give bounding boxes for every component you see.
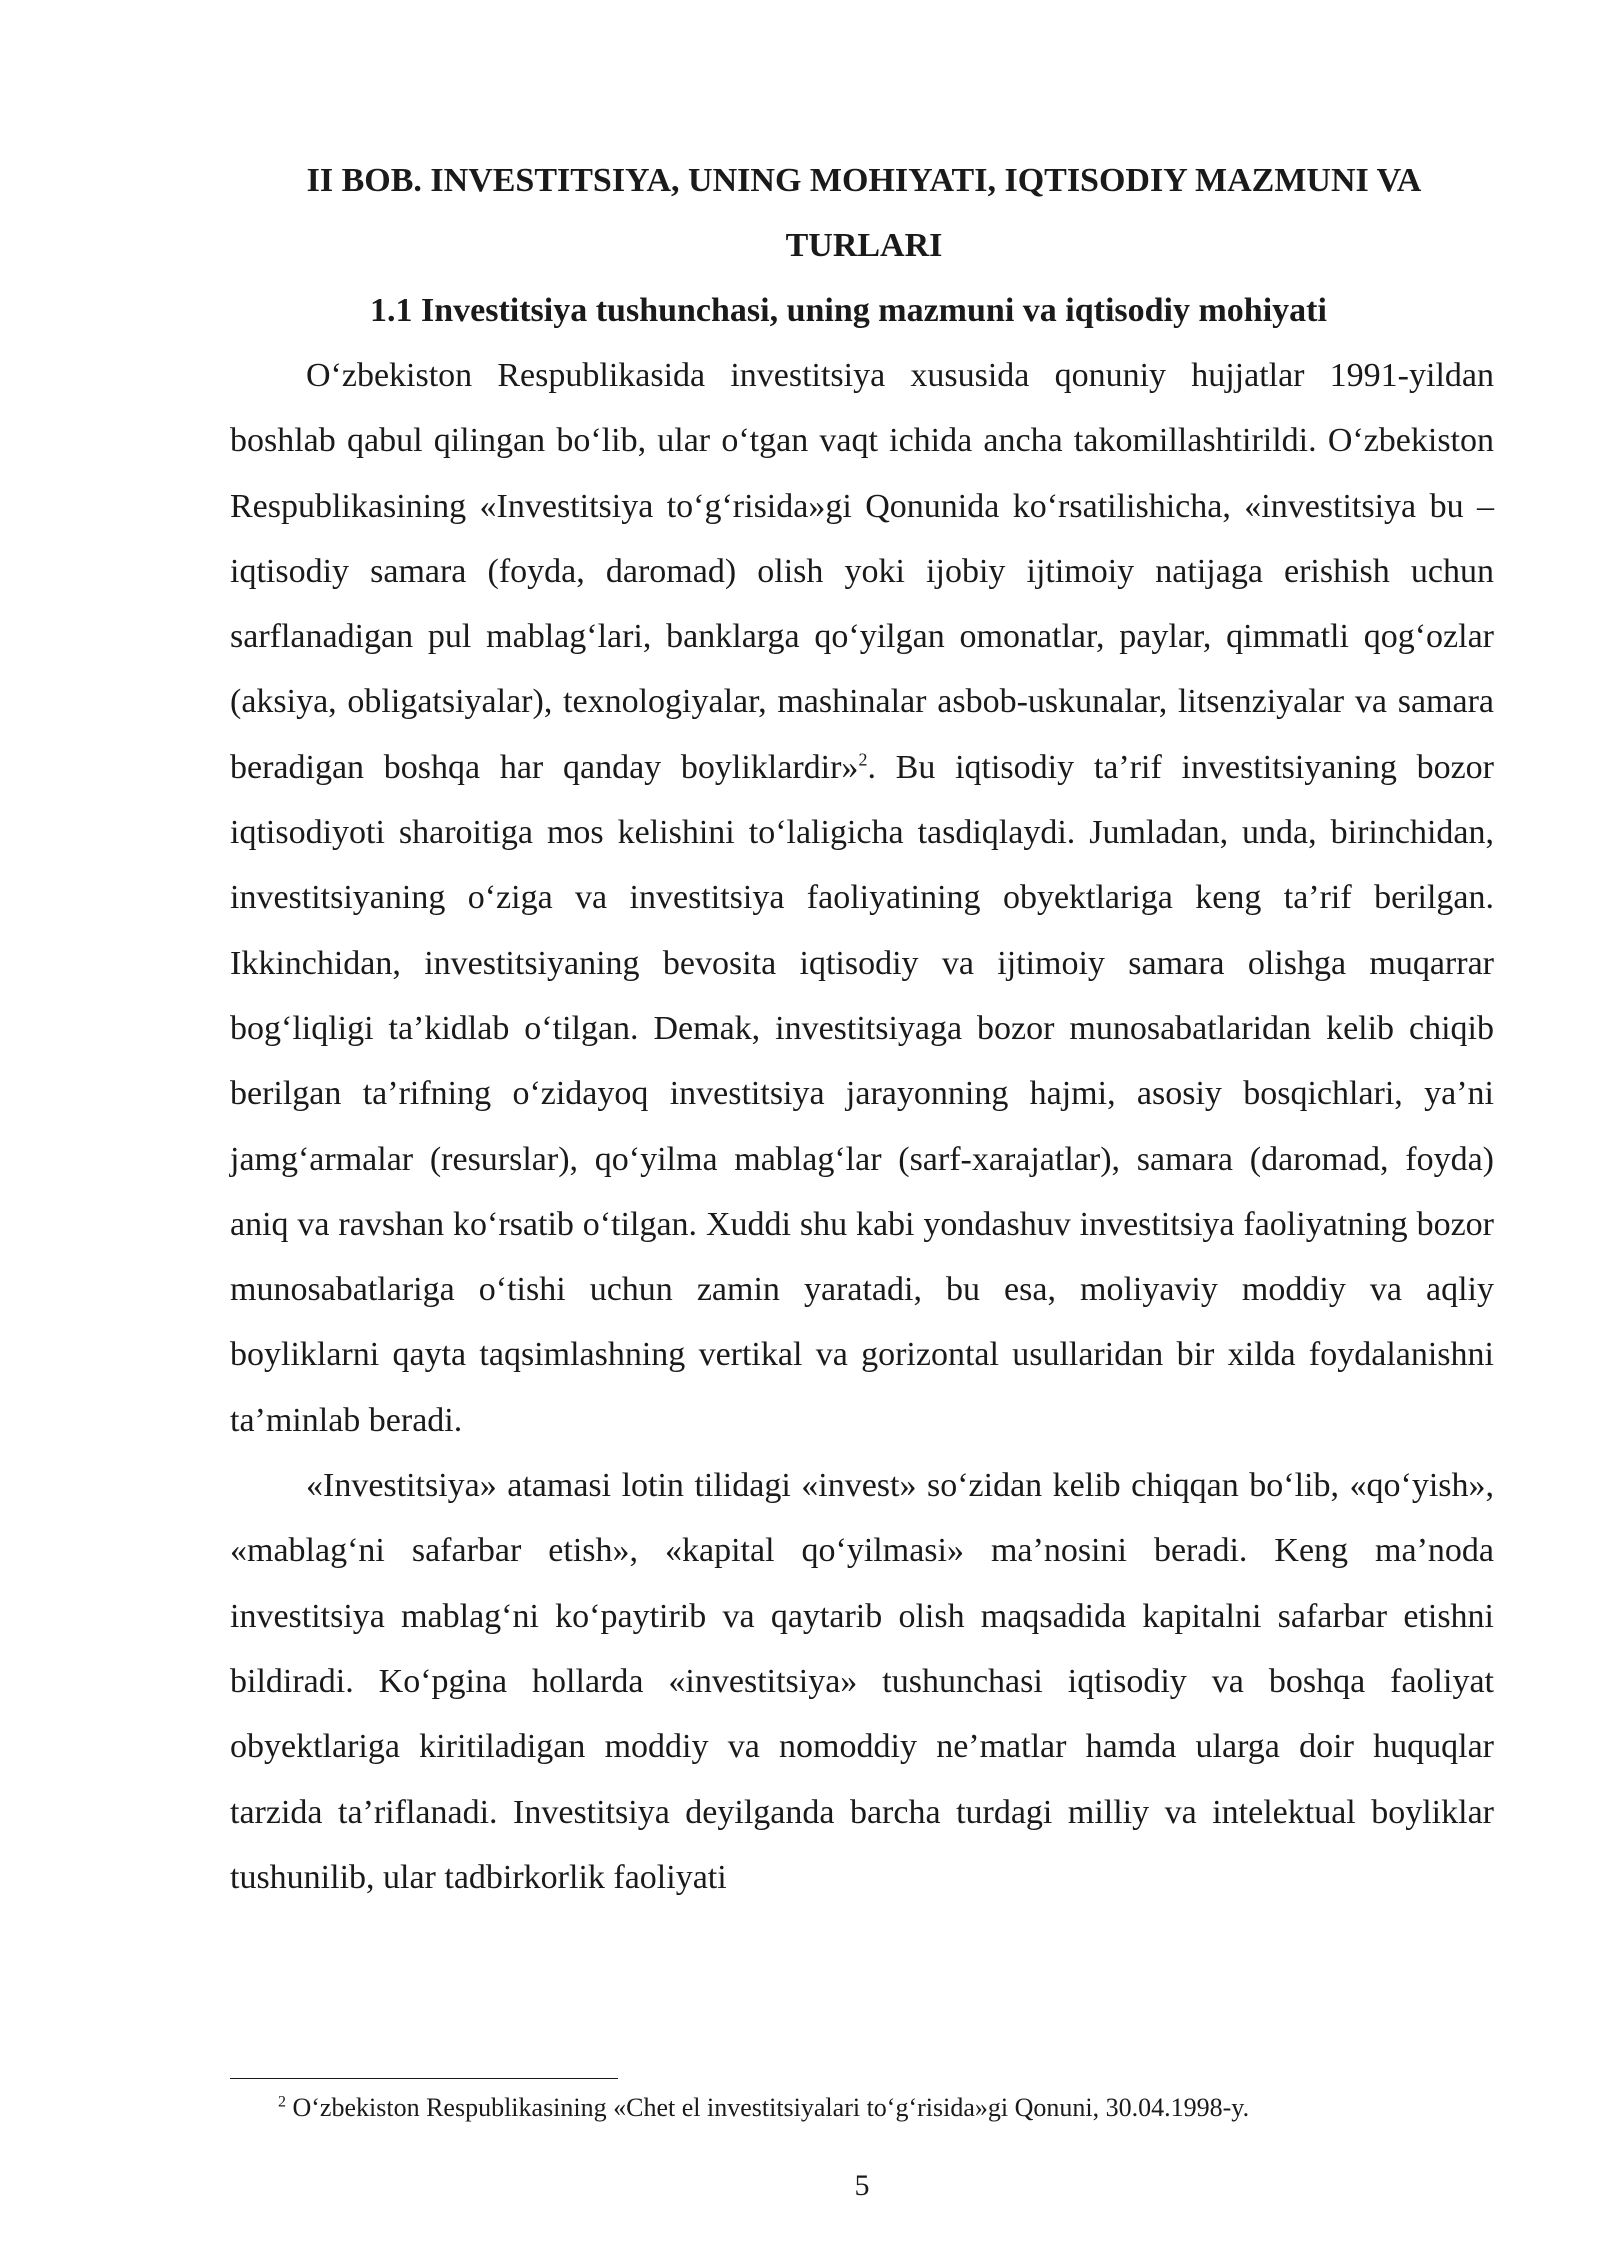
paragraph-1-text-b: . Bu iqtisodiy ta’rif investitsiyaning bozor iqtisodiyoti sharoitiga mos kelishini to‘laligicha tasdiqlaydi. Jumladan, unda, birinchidan, investitsiyaning o‘ziga va investitsiya faoliyatining obyektlariga keng ta’rif berilgan. Ikkinchidan, investitsiyaning bevosita iqtisodiy va ijtimoiy samara olishga muqarrar bog‘liqligi ta’kidlab o‘tilgan. Demak, investitsiyaga bozor munosabatlaridan kelib chiqib berilgan ta’rifning o‘zidayoq investitsiya jarayonning hajmi, asosiy bosqichlari, ya’ni jamg‘armalar (resurslar), qo‘yilma mablag‘lar (sarf-xarajatlar), samara (daromad, foyda) aniq va ravshan ko‘rsatib o‘tilgan. Xuddi shu kabi yondashuv investitsiya faoliyatning bozor munosabatlariga o‘tishi uchun zamin yaratadi, bu esa, moliyaviy moddiy va aqliy boyliklarni qayta taqsimlashning vertikal va gorizontal usullaridan bir xilda foydalanishni ta’minlab beradi. (230, 748, 1494, 1439)
footnote-number: 2 (278, 2093, 286, 2111)
section-title: 1.1 Investitsiya tushunchasi, uning mazmuni va iqtisodiy mohiyati (370, 292, 1327, 329)
paragraph-2: «Investitsiya» atamasi lotin tilidagi «invest» so‘zidan kelib chiqqan bo‘lib, «qo‘yish», «mablag‘ni safarbar etish», «kapital qo‘yilmasi» ma’nosini beradi. Keng ma’noda investitsiya mablag‘ni ko‘paytirib va qaytarib olish maqsadida kapitalni safarbar etishni bildiradi. Ko‘pgina hollarda «investitsiya» tushunchasi iqtisodiy va boshqa faoliyat obyektlariga kiritiladigan moddiy va nomoddiy ne’matlar hamda ularga doir huquqlar tarzida ta’riflanadi. Investitsiya deyilganda barcha turdagi milliy va intelektual boyliklar tushunilib, ular tadbirkorlik faoliyati (230, 1467, 1494, 1896)
footnote-text: O‘zbekiston Respublikasining «Chet el investitsiyalari to‘g‘risida»gi Qonuni, 30.04.1998-y. (286, 2093, 1250, 2122)
paragraph-1 (230, 343, 1494, 1453)
footnote-reference[interactable]: 2 (858, 749, 868, 770)
chapter-title: II BOB. INVESTITSIYA, UNING MOHIYATI, IQTISODIY MAZMUNI VA TURLARI (306, 162, 1422, 264)
page-body (230, 148, 1494, 1910)
page-number: 5 (854, 2169, 870, 2202)
paragraph-1-text-a: O‘zbekiston Respublikasida investitsiya xususida qonuniy hujjatlar 1991-yildan boshlab qabul qilingan bo‘lib, ular o‘tgan vaqt ichida ancha takomillashtirildi. O‘zbekiston Respublikasining «Investitsiya to‘g‘risida»gi Qonunida ko‘rsatilishicha, «investitsiya bu – iqtisodiy samara (foyda, daromad) olish yoki ijobiy ijtimoiy natijaga erishish uchun sarflanadigan pul mablag‘lari, banklarga qo‘yilgan omonatlar, paylar, qimmatli qog‘ozlar (aksiya, obligatsiyalar), texnologiyalar, mashinalar asbob-uskunalar, litsenziyalar va samara beradigan boshqa har qanday boyliklardir» (230, 357, 1494, 786)
footnote (278, 2090, 1249, 2126)
footnote-separator (230, 2078, 618, 2079)
